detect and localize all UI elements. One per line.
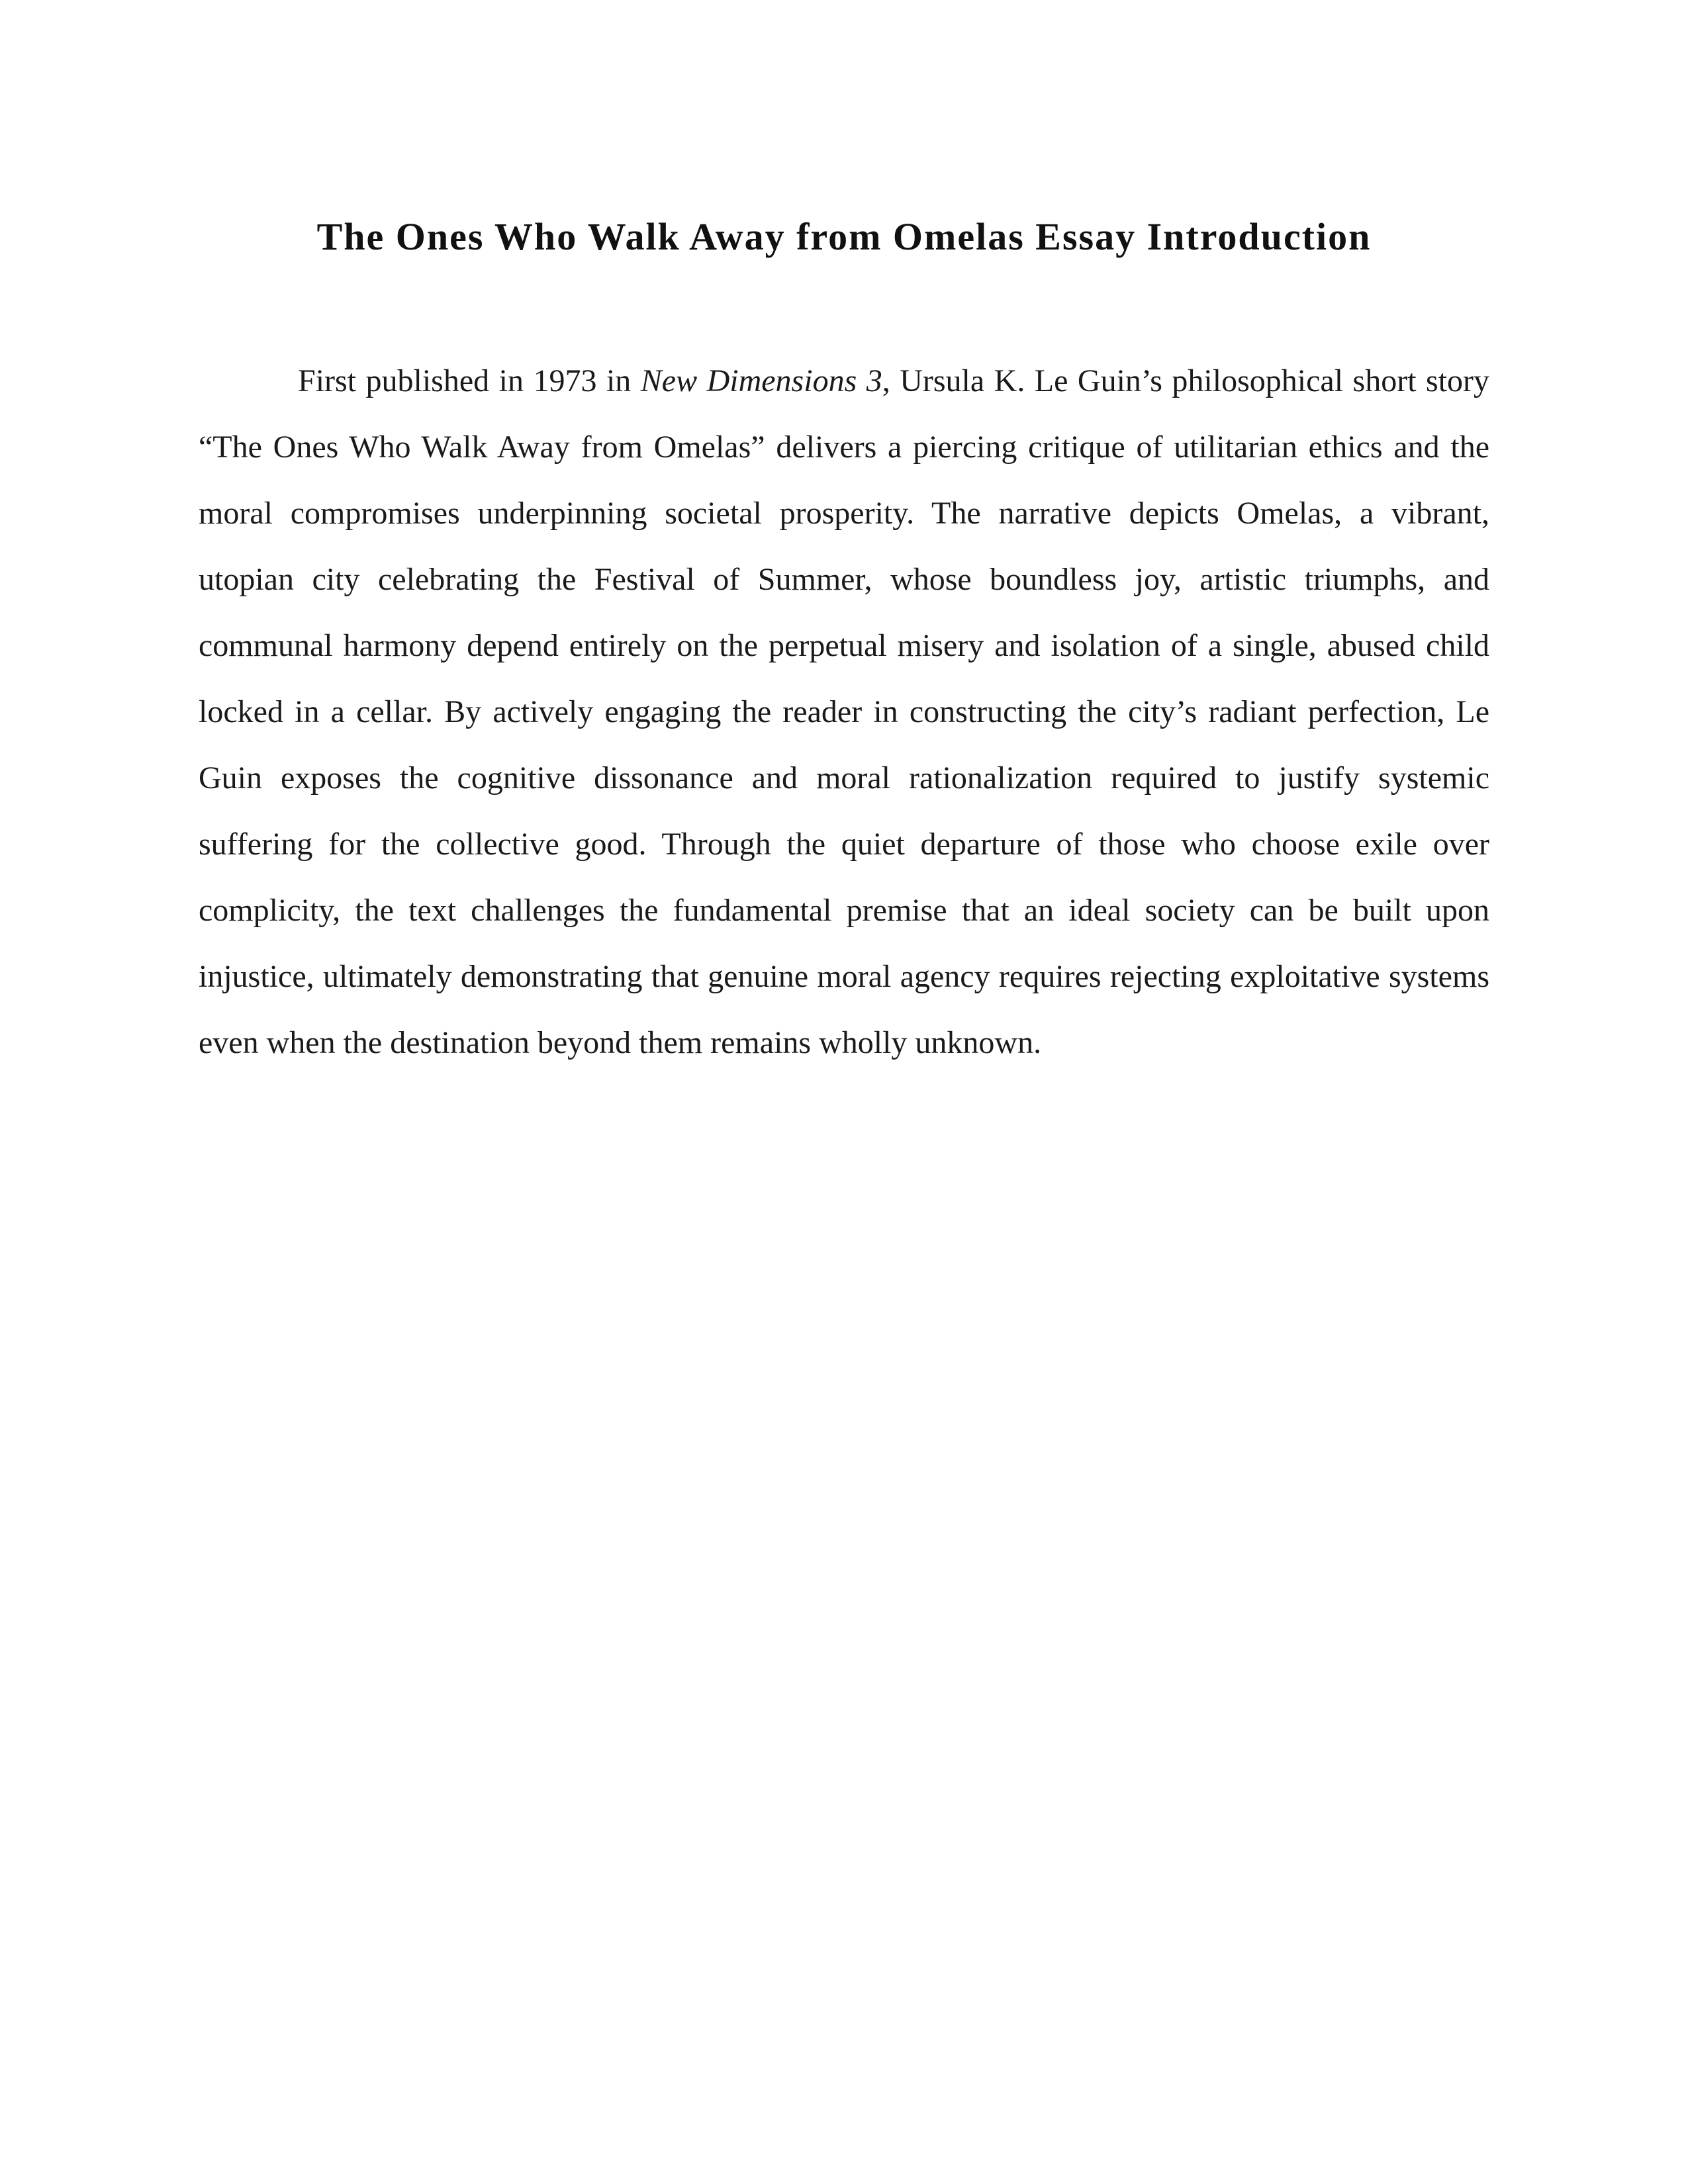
publication-title: New Dimensions 3 — [640, 363, 882, 398]
essay-title: The Ones Who Walk Away from Omelas Essay Introduction — [316, 215, 1372, 258]
paragraph-lead: First published in 1973 in — [298, 363, 641, 398]
essay-paragraph — [199, 348, 1489, 1076]
paragraph-rest: , Ursula K. Le Guin’s philosophical short story “The Ones Who Walk Away from Omelas” delivers a piercing critique of utilitarian ethics and the moral compromises underpinning societal prosperity. The narrative depicts Omelas, a vibrant, utopian city celebrating the Festival of Summer, whose boundless joy, artistic triumphs, and communal harmony depend entirely on the perpetual misery and isolation of a single, abused child locked in a cellar. By actively engaging the reader in constructing the city’s radiant perfection, Le Guin exposes the cognitive dissonance and moral rationalization required to justify systemic suffering for the collective good. Through the quiet departure of those who choose exile over complicity, the text challenges the fundamental premise that an ideal society can be built upon injustice, ultimately demonstrating that genuine moral agency requires rejecting exploitative systems even when the destination beyond them remains wholly unknown. — [199, 363, 1490, 1060]
